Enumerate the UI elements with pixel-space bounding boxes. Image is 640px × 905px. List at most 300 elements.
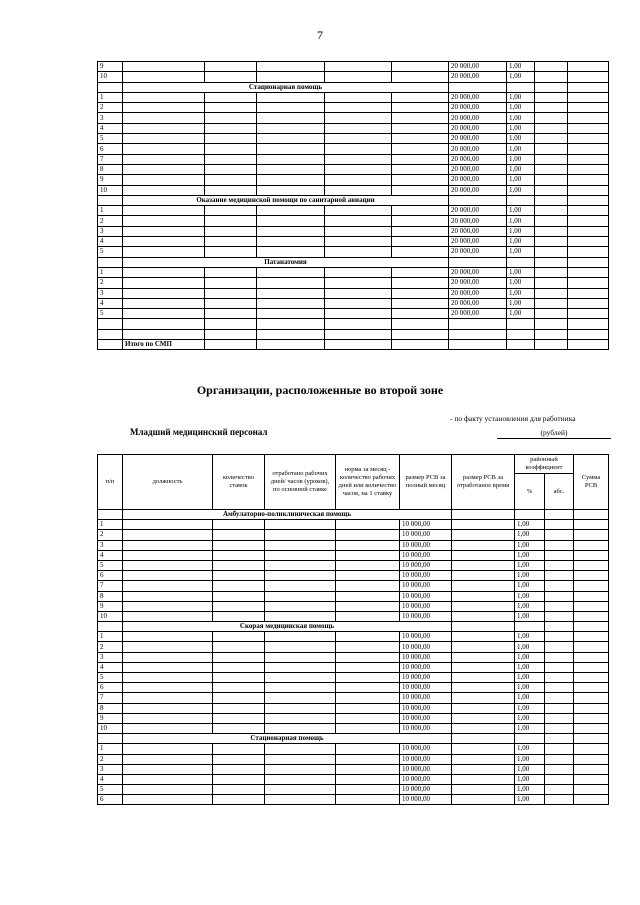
empty-cell (568, 62, 609, 72)
empty-cell (213, 591, 265, 601)
rsv-full-value: 10 000,00 (400, 601, 452, 611)
empty-cell (325, 340, 392, 350)
empty-cell (336, 581, 400, 591)
row-number: 6 (98, 795, 123, 805)
coef-value: 1,00 (507, 288, 535, 298)
empty-cell (257, 288, 325, 298)
rsv-full-value: 10 000,00 (400, 581, 452, 591)
empty-cell (452, 754, 515, 764)
empty-cell (574, 581, 609, 591)
table-header (98, 455, 609, 474)
empty-cell (392, 206, 449, 216)
table-row (98, 216, 609, 226)
empty-cell (265, 540, 336, 550)
empty-cell (545, 652, 574, 662)
empty-cell (568, 226, 609, 236)
empty-cell (336, 611, 400, 621)
row-number: 4 (98, 123, 123, 133)
rsv-full-value: 20 000,00 (449, 298, 507, 308)
empty-cell (98, 734, 123, 744)
empty-cell (574, 510, 609, 520)
row-number: 10 (98, 723, 123, 733)
empty-cell (123, 134, 205, 144)
row-number: 2 (98, 278, 123, 288)
table-row (98, 92, 609, 102)
table-row (98, 723, 609, 733)
empty-cell (213, 744, 265, 754)
empty-cell (257, 298, 325, 308)
empty-cell (449, 319, 507, 329)
rsv-full-value: 10 000,00 (400, 754, 452, 764)
empty-cell (325, 103, 392, 113)
empty-cell (574, 723, 609, 733)
empty-cell (568, 144, 609, 154)
section-row (98, 82, 609, 92)
empty-cell (545, 795, 574, 805)
empty-cell (213, 774, 265, 784)
empty-cell (507, 257, 535, 267)
empty-cell (568, 298, 609, 308)
empty-cell (452, 683, 515, 693)
rsv-full-value: 20 000,00 (449, 134, 507, 144)
coef-value: 1,00 (515, 520, 545, 530)
empty-cell (213, 540, 265, 550)
header-worked: отработано рабочих дней/ часов (уроков), по основной ставке (265, 455, 336, 510)
empty-cell (123, 744, 213, 754)
row-number: 3 (98, 540, 123, 550)
rsv-full-value: 20 000,00 (449, 309, 507, 319)
empty-cell (574, 652, 609, 662)
table-row (98, 642, 609, 652)
empty-cell (257, 216, 325, 226)
empty-cell (336, 652, 400, 662)
coef-value: 1,00 (507, 309, 535, 319)
empty-cell (574, 591, 609, 601)
row-number: 8 (98, 591, 123, 601)
row-number: 10 (98, 185, 123, 195)
empty-cell (336, 642, 400, 652)
empty-cell (205, 206, 257, 216)
empty-cell (392, 154, 449, 164)
page-number: 7 (317, 28, 323, 42)
empty-cell (568, 164, 609, 174)
rsv-full-value: 10 000,00 (400, 744, 452, 754)
coef-value: 1,00 (515, 744, 545, 754)
empty-cell (545, 530, 574, 540)
empty-cell (535, 62, 568, 72)
section-title: Амбулаторно-поликлиническая помощь (123, 510, 452, 520)
empty-cell (568, 247, 609, 257)
row-number: 4 (98, 774, 123, 784)
table-row (98, 540, 609, 550)
empty-cell (452, 540, 515, 550)
empty-cell (535, 206, 568, 216)
empty-cell (265, 560, 336, 570)
empty-cell (265, 785, 336, 795)
empty-cell (336, 520, 400, 530)
table-row (98, 652, 609, 662)
table-row (98, 774, 609, 784)
empty-cell (392, 62, 449, 72)
empty-cell (123, 774, 213, 784)
empty-cell (568, 113, 609, 123)
coef-value: 1,00 (515, 693, 545, 703)
table-row (98, 754, 609, 764)
coef-value: 1,00 (507, 298, 535, 308)
empty-cell (535, 92, 568, 102)
empty-cell (257, 278, 325, 288)
empty-cell (574, 754, 609, 764)
empty-cell (205, 164, 257, 174)
row-number: 1 (98, 206, 123, 216)
table-row (98, 662, 609, 672)
coef-value: 1,00 (515, 673, 545, 683)
empty-cell (545, 703, 574, 713)
empty-cell (325, 185, 392, 195)
empty-cell (325, 319, 392, 329)
empty-cell (336, 673, 400, 683)
empty-cell (574, 713, 609, 723)
rsv-full-value: 10 000,00 (400, 703, 452, 713)
empty-cell (336, 795, 400, 805)
empty-cell (213, 693, 265, 703)
empty-cell (123, 237, 205, 247)
empty-cell (392, 134, 449, 144)
empty-cell (574, 774, 609, 784)
empty-cell (265, 652, 336, 662)
empty-cell (98, 195, 123, 205)
row-number: 2 (98, 642, 123, 652)
empty-cell (535, 82, 568, 92)
empty-cell (257, 123, 325, 133)
empty-cell (336, 774, 400, 784)
empty-cell (545, 611, 574, 621)
table-row (98, 795, 609, 805)
row-number: 8 (98, 164, 123, 174)
total-row (98, 340, 609, 350)
empty-cell (392, 226, 449, 236)
empty-cell (574, 611, 609, 621)
rsv-full-value: 10 000,00 (400, 795, 452, 805)
empty-cell (213, 713, 265, 723)
table-row (98, 550, 609, 560)
empty-cell (213, 795, 265, 805)
empty-cell (257, 309, 325, 319)
table-row (98, 309, 609, 319)
table-row (98, 164, 609, 174)
coef-value: 1,00 (507, 185, 535, 195)
empty-cell (574, 703, 609, 713)
coef-value: 1,00 (507, 72, 535, 82)
header-abs: абс. (545, 474, 574, 510)
empty-cell (325, 175, 392, 185)
empty-cell (123, 154, 205, 164)
coef-value: 1,00 (507, 206, 535, 216)
empty-cell (265, 703, 336, 713)
section-title: Скорая медицинская помощь (123, 622, 452, 632)
table-row (98, 62, 609, 72)
empty-cell (452, 581, 515, 591)
empty-cell (545, 785, 574, 795)
table-row (98, 744, 609, 754)
empty-cell (213, 611, 265, 621)
empty-cell (392, 216, 449, 226)
empty-cell (449, 82, 507, 92)
header-rsv-full: размер РСВ за полный месяц (400, 455, 452, 510)
table-row (98, 226, 609, 236)
empty-cell (452, 632, 515, 642)
coef-value: 1,00 (515, 601, 545, 611)
empty-cell (452, 591, 515, 601)
rsv-full-value: 10 000,00 (400, 591, 452, 601)
empty-cell (123, 693, 213, 703)
empty-cell (336, 754, 400, 764)
coef-value: 1,00 (515, 703, 545, 713)
empty-cell (213, 683, 265, 693)
row-number: 6 (98, 571, 123, 581)
empty-cell (123, 530, 213, 540)
empty-cell (123, 642, 213, 652)
empty-cell (545, 550, 574, 560)
empty-cell (205, 237, 257, 247)
rsv-full-value: 10 000,00 (400, 785, 452, 795)
empty-cell (205, 92, 257, 102)
header-coef: районный коэффициент (515, 455, 574, 474)
empty-cell (123, 72, 205, 82)
header-norm: норма за месяц - количество рабочих дней или количество часов, на 1 ставку (336, 455, 400, 510)
empty-cell (545, 662, 574, 672)
empty-cell (123, 723, 213, 733)
empty-cell (98, 340, 123, 350)
empty-cell (574, 662, 609, 672)
rsv-full-value: 10 000,00 (400, 571, 452, 581)
empty-cell (336, 723, 400, 733)
coef-value: 1,00 (507, 134, 535, 144)
empty-cell (452, 785, 515, 795)
empty-cell (336, 744, 400, 754)
empty-cell (392, 175, 449, 185)
row-number: 3 (98, 764, 123, 774)
empty-cell (257, 62, 325, 72)
empty-cell (449, 195, 507, 205)
table-row (98, 601, 609, 611)
empty-cell (205, 185, 257, 195)
row-number: 5 (98, 309, 123, 319)
empty-cell (123, 185, 205, 195)
empty-cell (574, 520, 609, 530)
empty-cell (535, 123, 568, 133)
empty-cell (265, 530, 336, 540)
row-number: 1 (98, 267, 123, 277)
empty-cell (213, 581, 265, 591)
row-number: 5 (98, 560, 123, 570)
row-number: 9 (98, 175, 123, 185)
empty-cell (98, 319, 123, 329)
coef-value: 1,00 (507, 247, 535, 257)
empty-cell (123, 226, 205, 236)
empty-cell (257, 164, 325, 174)
empty-cell (123, 764, 213, 774)
empty-cell (452, 571, 515, 581)
row-number: 2 (98, 754, 123, 764)
empty-cell (123, 206, 205, 216)
empty-cell (574, 540, 609, 550)
empty-cell (257, 226, 325, 236)
section-title: Оказание медицинской помощи по санитарной авиации (123, 195, 449, 205)
empty-cell (265, 581, 336, 591)
coef-value: 1,00 (507, 226, 535, 236)
empty-cell (452, 723, 515, 733)
coef-value: 1,00 (507, 164, 535, 174)
empty-cell (535, 288, 568, 298)
note-unit: (рублей) (497, 428, 611, 439)
empty-cell (574, 560, 609, 570)
empty-cell (452, 774, 515, 784)
row-number: 3 (98, 288, 123, 298)
empty-cell (535, 144, 568, 154)
empty-cell (213, 662, 265, 672)
coef-value: 1,00 (507, 62, 535, 72)
coef-value: 1,00 (507, 103, 535, 113)
empty-cell (205, 247, 257, 257)
empty-cell (545, 510, 574, 520)
empty-cell (535, 103, 568, 113)
rsv-full-value: 20 000,00 (449, 62, 507, 72)
empty-cell (452, 652, 515, 662)
table-row (98, 237, 609, 247)
row-number: 10 (98, 72, 123, 82)
empty-cell (535, 237, 568, 247)
empty-cell (336, 571, 400, 581)
empty-cell (535, 226, 568, 236)
header-position: должность (123, 455, 213, 510)
rsv-full-value: 20 000,00 (449, 288, 507, 298)
header-sum: Сумма РСВ (574, 455, 609, 510)
empty-cell (123, 581, 213, 591)
rsv-full-value: 20 000,00 (449, 92, 507, 102)
section-row (98, 195, 609, 205)
rsv-full-value: 20 000,00 (449, 247, 507, 257)
row-number: 4 (98, 662, 123, 672)
empty-cell (515, 510, 545, 520)
section-row (98, 257, 609, 267)
empty-cell (265, 571, 336, 581)
rsv-full-value: 10 000,00 (400, 520, 452, 530)
coef-value: 1,00 (515, 571, 545, 581)
empty-cell (535, 298, 568, 308)
empty-cell (205, 298, 257, 308)
total-label: Итого по СМП (123, 340, 205, 350)
empty-cell (568, 195, 609, 205)
empty-cell (205, 62, 257, 72)
table-row (98, 581, 609, 591)
empty-cell (325, 309, 392, 319)
table-row (98, 560, 609, 570)
empty-cell (257, 237, 325, 247)
coef-value: 1,00 (515, 652, 545, 662)
empty-cell (452, 550, 515, 560)
empty-cell (452, 642, 515, 652)
rsv-full-value: 10 000,00 (400, 530, 452, 540)
rsv-full-value: 10 000,00 (400, 642, 452, 652)
empty-cell (545, 571, 574, 581)
table-row (98, 319, 609, 329)
row-number: 4 (98, 237, 123, 247)
empty-cell (545, 642, 574, 652)
empty-cell (568, 103, 609, 113)
row-number: 4 (98, 550, 123, 560)
row-number: 5 (98, 134, 123, 144)
empty-cell (123, 123, 205, 133)
empty-cell (452, 611, 515, 621)
empty-cell (336, 591, 400, 601)
row-number: 2 (98, 216, 123, 226)
rsv-full-value: 10 000,00 (400, 693, 452, 703)
row-number: 6 (98, 683, 123, 693)
empty-cell (568, 72, 609, 82)
empty-cell (336, 550, 400, 560)
table-row (98, 72, 609, 82)
empty-cell (535, 175, 568, 185)
empty-cell (265, 774, 336, 784)
coef-value: 1,00 (515, 632, 545, 642)
empty-cell (545, 632, 574, 642)
empty-cell (213, 673, 265, 683)
empty-cell (265, 693, 336, 703)
empty-cell (568, 257, 609, 267)
table-row (98, 123, 609, 133)
empty-cell (535, 164, 568, 174)
empty-cell (392, 72, 449, 82)
empty-cell (325, 144, 392, 154)
empty-cell (535, 267, 568, 277)
coef-value: 1,00 (515, 611, 545, 621)
empty-cell (545, 601, 574, 611)
empty-cell (325, 247, 392, 257)
empty-cell (535, 134, 568, 144)
empty-cell (213, 632, 265, 642)
coef-value: 1,00 (515, 785, 545, 795)
empty-cell (205, 288, 257, 298)
empty-cell (265, 764, 336, 774)
empty-cell (123, 673, 213, 683)
empty-cell (574, 734, 609, 744)
empty-cell (545, 734, 574, 744)
empty-cell (257, 329, 325, 339)
empty-cell (452, 601, 515, 611)
section-row (98, 510, 609, 520)
empty-cell (123, 560, 213, 570)
rsv-full-value: 20 000,00 (449, 123, 507, 133)
rsv-full-value: 10 000,00 (400, 683, 452, 693)
empty-cell (265, 550, 336, 560)
rsv-full-value: 20 000,00 (449, 226, 507, 236)
empty-cell (452, 622, 515, 632)
empty-cell (545, 754, 574, 764)
empty-cell (568, 329, 609, 339)
empty-cell (452, 510, 515, 520)
empty-cell (123, 175, 205, 185)
empty-cell (392, 237, 449, 247)
empty-cell (265, 611, 336, 621)
empty-cell (568, 175, 609, 185)
empty-cell (257, 113, 325, 123)
empty-cell (507, 195, 535, 205)
empty-cell (574, 795, 609, 805)
empty-cell (213, 764, 265, 774)
coef-value: 1,00 (515, 560, 545, 570)
empty-cell (123, 319, 205, 329)
